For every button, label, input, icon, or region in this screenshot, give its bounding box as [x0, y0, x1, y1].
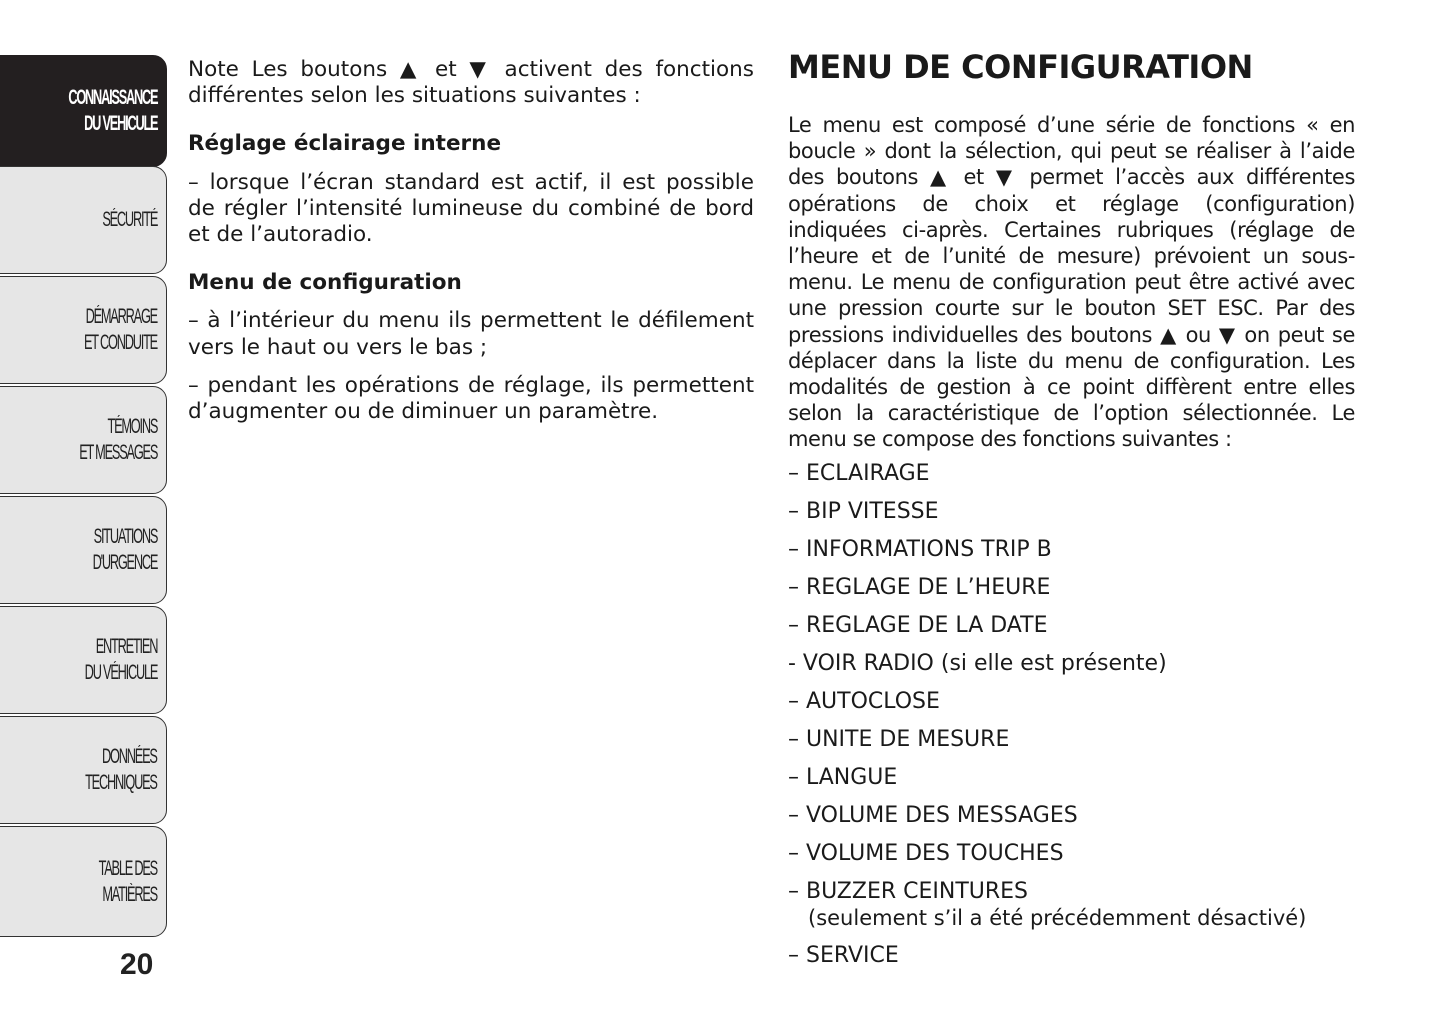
- page-number: 20: [120, 948, 154, 981]
- tab-donnees-techniques[interactable]: [0, 716, 167, 824]
- list-item: – ECLAIRAGE: [788, 460, 930, 486]
- heading-menu-configuration: Menu de configuration: [188, 270, 462, 296]
- tab-situations-urgence[interactable]: [0, 496, 167, 604]
- tab-label: DU VÉHICULE: [84, 661, 157, 684]
- list-item: [788, 879, 1355, 931]
- tab-label: ET MESSAGES: [79, 441, 157, 464]
- list-item: – VOLUME DES MESSAGES: [788, 802, 1078, 828]
- tab-label: DÉMARRAGE: [85, 305, 157, 328]
- tab-label: SÉCURITÉ: [102, 208, 157, 231]
- list-item: – AUTOCLOSE: [788, 688, 940, 714]
- intro-paragraph: Le menu est composé d’une série de fonctions « en boucle » dont la sélection, qui peut se réaliser à l’aide des boutons ▲ et ▼ permet l’accès aux différentes opérations de choix et réglage (configuration) indiquées ci-après. Certaines rubriques (réglage de l’heure et de l’unité de mesure) prévoient un sous-menu. Le menu de configuration peut être activé avec une pression courte sur le bouton SET ESC. Par des pressions individuelles des boutons ▲ ou ▼ on peut se déplacer dans la liste du menu de configuration. Les modalités de gestion à ce point diffèrent entre elles selon la caractéristique de l’option sélectionnée. Le menu se compose des fonctions suivantes :: [788, 113, 1355, 452]
- tab-label: TABLE DES: [98, 856, 157, 880]
- list-item: - VOIR RADIO (si elle est présente): [788, 650, 1167, 676]
- tab-label: CONNAISSANCE: [67, 86, 157, 109]
- note-text: Note Les boutons ▲ et ▼ activent des fonctions différentes selon les situations suivantes :: [188, 57, 754, 109]
- tab-connaissance-du-vehicule[interactable]: [0, 55, 167, 167]
- tab-label: DONNÉES: [102, 745, 157, 768]
- list-item: – REGLAGE DE L’HEURE: [788, 574, 1051, 600]
- paragraph: – lorsque l’écran standard est actif, il est possible de régler l’intensité lumineuse du combiné de bord et de l’autoradio.: [188, 169, 754, 248]
- tab-label: SITUATIONS: [93, 525, 157, 548]
- list-item: – SERVICE: [788, 942, 899, 968]
- tab-label: ENTRETIEN: [95, 635, 157, 658]
- list-item: – REGLAGE DE LA DATE: [788, 612, 1048, 638]
- list-item: – INFORMATIONS TRIP B: [788, 536, 1052, 562]
- list-item: – BIP VITESSE: [788, 498, 939, 524]
- list-item-label: – BUZZER CEINTURES: [788, 878, 1029, 904]
- left-column: [188, 57, 754, 437]
- paragraph: – pendant les opérations de réglage, ils permettent d’augmenter ou de diminuer un paramètre.: [188, 372, 754, 425]
- tab-securite[interactable]: [0, 166, 167, 274]
- list-item-note: (seulement s’il a été précédemment désactivé): [808, 905, 1307, 930]
- list-item: – VOLUME DES TOUCHES: [788, 840, 1064, 866]
- tab-label: ET CONDUITE: [84, 331, 157, 354]
- list-item: – UNITE DE MESURE: [788, 726, 1010, 752]
- tab-label: D'URGENCE: [92, 551, 157, 574]
- section-title: MENU DE CONFIGURATION: [788, 48, 1253, 86]
- paragraph: – à l’intérieur du menu ils permettent le défilement vers le haut ou vers le bas ;: [188, 308, 754, 360]
- tab-label: DU VEHICULE: [83, 112, 157, 135]
- tab-entretien[interactable]: [0, 606, 167, 714]
- function-list: [788, 461, 1355, 969]
- tab-temoins[interactable]: [0, 386, 167, 494]
- tab-label: TÉMOINS: [107, 415, 157, 438]
- tab-label: TECHNIQUES: [85, 771, 157, 794]
- tab-label: MATIÈRES: [102, 882, 157, 906]
- tab-table-des-matieres[interactable]: [0, 826, 167, 937]
- heading-reglage-eclairage: Réglage éclairage interne: [188, 131, 502, 157]
- right-column: [788, 112, 1355, 981]
- tab-demarrage[interactable]: [0, 276, 167, 384]
- list-item: – LANGUE: [788, 764, 898, 790]
